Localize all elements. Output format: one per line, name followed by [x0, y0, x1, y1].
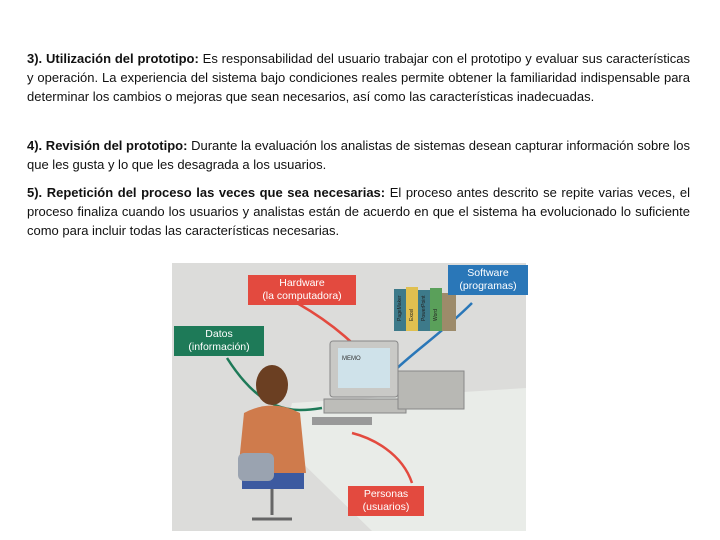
datos-label-subtitle: (información) [188, 341, 250, 353]
software-label [448, 265, 528, 295]
keyboard [312, 417, 372, 425]
book-title: Excel [409, 308, 415, 321]
datos-label [174, 326, 264, 356]
software-label-subtitle: (programas) [459, 280, 517, 292]
datos-label-title: Datos [205, 328, 233, 340]
monitor-text: MEMO [342, 356, 361, 362]
paragraph-body: Es responsabilidad del usuario trabajar con el prototipo y evaluar sus características y operación. La experiencia del sistema bajo condiciones reales permite obtener la familiaridad indispensable para determinar los cambios o mejoras que sean necesarios, así como las características inadecuadas. [27, 51, 690, 104]
printer [398, 371, 464, 409]
hardware-label-title: Hardware [279, 277, 325, 289]
paragraph-heading: 3). Utilización del prototipo: [27, 51, 199, 66]
person-hair [256, 365, 288, 405]
paragraph-utilizacion [27, 49, 690, 106]
chair-back [238, 453, 274, 481]
paragraph-repeticion [27, 183, 690, 240]
book-title: PowerPoint [421, 295, 427, 321]
paragraph-body: Durante la evaluación los analistas de sistemas desean capturar información sobre los que les gusta y lo que les desagrada a los usuarios. [27, 138, 691, 172]
system-components-illustration [172, 263, 526, 531]
paragraph-heading: 4). Revisión del prototipo: [27, 138, 188, 153]
paragraph-body: El proceso antes descrito se repite varias veces, el proceso finaliza cuando los usuarios y analistas están de acuerdo en que el sistema ha evolucionado lo suficiente como para incluir todas las características necesarias. [27, 185, 690, 238]
cpu [324, 399, 406, 413]
personas-label-subtitle: (usuarios) [362, 501, 410, 513]
paragraph-heading: 5). Repetición del proceso las veces que sea necesarias: [27, 185, 386, 200]
personas-label-title: Personas [363, 488, 409, 500]
personas-label [348, 486, 424, 516]
monitor-screen [338, 348, 390, 388]
hardware-label-subtitle: (la computadora) [262, 290, 342, 302]
book-title: PageMaker [397, 295, 403, 321]
software-label-title: Software [467, 267, 509, 279]
book [442, 293, 456, 331]
hardware-label [248, 275, 356, 305]
paragraph-revision [27, 136, 690, 174]
book-title: Word [433, 309, 439, 321]
